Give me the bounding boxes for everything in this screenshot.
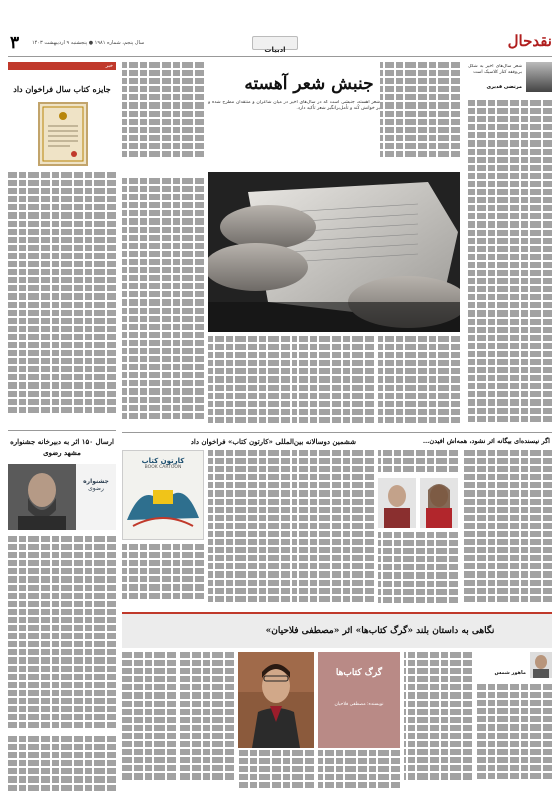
sidebar-bottom-text [8, 736, 116, 794]
main-photo [208, 172, 460, 332]
award-text [8, 172, 116, 430]
two-portraits-photo [378, 478, 458, 528]
book-cartoon-sub: BOOK CARTOON [144, 465, 182, 470]
columnist-photo [526, 62, 552, 92]
bottom-headline: نگاهی به داستان بلند «گرگ کتاب‌ها» اثر «مصطفی فلاحیان» [265, 626, 495, 636]
book-cartoon-title: کارتون کتاب [141, 457, 185, 465]
sidebar-tag [8, 62, 116, 70]
masthead [0, 0, 560, 58]
poster-panel [76, 464, 116, 530]
award-certificate-image [38, 102, 88, 166]
columnist-excerpt: شعر سال‌های اخیر به شکل بی‌وقفه کنار کلاسیک است [468, 64, 522, 76]
main-bottom-col-2 [292, 336, 374, 428]
bottom-text-col-6 [122, 652, 176, 794]
bottom-byline [480, 652, 552, 682]
book-cartoon-poster [122, 450, 204, 540]
sidebar [8, 62, 116, 732]
section-tab-label: ادبیات [264, 46, 286, 54]
mid-left-text-c [122, 544, 204, 608]
mid-right-text-c [378, 450, 458, 476]
bottom-text-col-5 [180, 652, 234, 794]
sidebar-divider [8, 430, 116, 431]
byline-photo [530, 652, 552, 678]
issue-line: سال پنجم، شماره ۱۹۸۱ ● پنجشنبه ۹ اردیبهشت ۱۴۰۳ [32, 40, 145, 46]
mid-right-text-a [462, 450, 552, 608]
columnist-name: مرتضی قدیری [486, 84, 522, 90]
main-headline: جنبش شعر آهسته [244, 74, 374, 94]
mid-right-text-b [378, 532, 458, 608]
award-title: جایزه کتاب سال فراخوان داد [13, 84, 111, 94]
bottom-text-col-2 [404, 652, 472, 794]
mid-news-left-title: ششمین دوسالانه بین‌المللی «کارتون کتاب» فراخوان داد [190, 437, 356, 446]
bottom-text-col-4 [238, 750, 314, 794]
second-news-text [8, 536, 116, 732]
mid-row-top-rule [122, 432, 552, 433]
mid-portraits [378, 478, 458, 528]
book-cover-title: گرگ کتاب‌ها [335, 668, 383, 678]
mid-news-right-title: اگر نیسنده‌ای بیگانه اثر نشود، همه‌اش افیدن… [422, 437, 550, 445]
book-cartoon-illustration [123, 470, 203, 532]
main-lead-right [380, 62, 460, 172]
main-col-left [122, 62, 204, 172]
poster-sub: رضوی [88, 485, 104, 492]
column-right-text [468, 100, 552, 426]
man-portrait-photo [8, 464, 76, 530]
section-tab [252, 36, 298, 54]
bottom-text-col-1 [476, 684, 552, 794]
main-bottom-col-3 [208, 336, 290, 428]
byline-name: ماهور شمس [494, 670, 526, 676]
page-number: ۳ [10, 33, 20, 53]
sidebar-tag-label: خبر [105, 63, 113, 69]
main-left-col-long [122, 178, 204, 428]
mid-left-text-a [292, 450, 374, 608]
poster-title: جشنواره [83, 478, 109, 485]
author-photo [238, 652, 314, 748]
mid-left-text-b [208, 450, 290, 608]
certificate-icon [40, 104, 86, 164]
main-bottom-col-1 [378, 336, 460, 428]
bottom-text-col-3 [318, 750, 400, 794]
masthead-logo: نقدحال [507, 32, 552, 50]
masthead-divider [8, 56, 552, 57]
hands-book-illustration [208, 172, 460, 332]
bottom-section-rule [122, 612, 552, 614]
book-cover-author: نویسنده: مصطفی فلاحیان [334, 702, 384, 707]
second-news-title: ارسال ۱۵۰ اثر به دبیرخانه جشنواره مشهد رضوی [10, 437, 114, 457]
bottom-book-cover [318, 652, 400, 748]
main-lead: شعر آهسته، جنبشی است که در سال‌های اخیر در میان شاعران و منتقدان مطرح شده و بر خوانش کُند و تأمل‌برانگیز شعر تأکید دارد. [208, 100, 380, 112]
festival-poster [8, 464, 116, 530]
